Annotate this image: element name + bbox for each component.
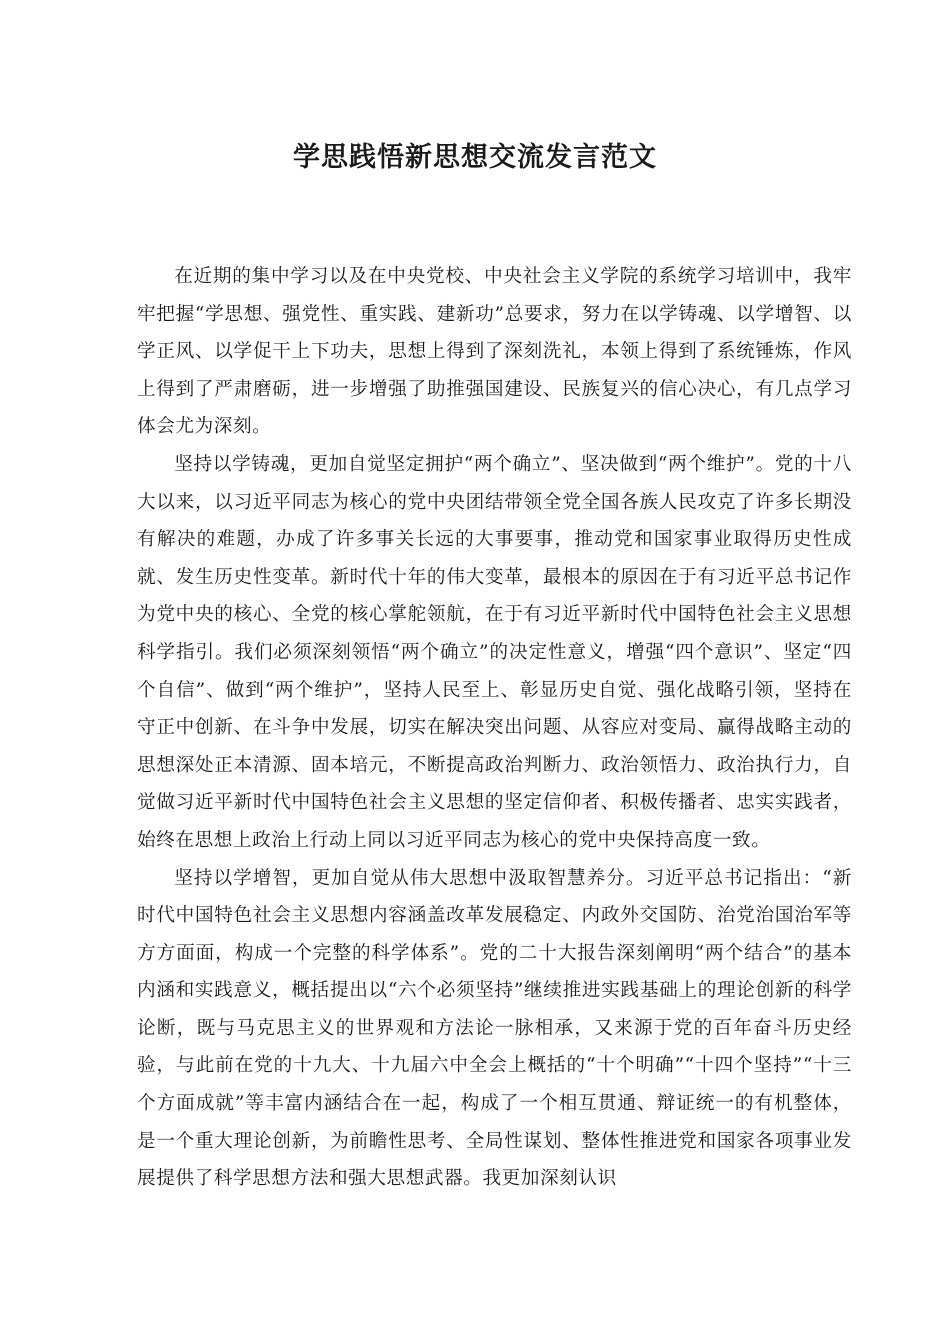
paragraph-learning-soul: 坚持以学铸魂，更加自觉坚定拥护“两个确立”、坚决做到“两个维护”。党的十八大以来，以习近平同志为核心的党中央团结带领全党全国各族人民攻克了许多长期没有解决的难题，办成了许多事关长远的大事要事，推动党和国家事业取得历史性成就、发生历史性变革。新时代十年的伟大变革，最根本的原因在于有习近平总书记作为党中央的核心、全党的核心掌舵领航，在于有习近平新时代中国特色社会主义思想科学指引。我们必须深刻领悟“两个确立”的决定性意义，增强“四个意识”、坚定“四个自信”、做到“两个维护”，坚持人民至上、彰显历史自觉、强化战略引领，坚持在守正中创新、在斗争中发展，切实在解决突出问题、从容应对变局、赢得战略主动的思想深处正本清源、固本培元，不断提高政治判断力、政治领悟力、政治执行力，自觉做习近平新时代中国特色社会主义思想的坚定信仰者、积极传播者、忠实实践者，始终在思想上政治上行动上同以习近平同志为核心的党中央保持高度一致。 (137, 453, 852, 851)
paragraph-intro: 在近期的集中学习以及在中央党校、中央社会主义学院的系统学习培训中，我牢牢把握“学思想、强党性、重实践、建新功”总要求，努力在以学铸魂、以学增智、以学正风、以学促干上下功夫，思想上得到了深刻洗礼，本领上得到了系统锤炼，作风上得到了严肃磨砺，进一步增强了助推强国建设、民族复兴的信心决心，有几点学习体会尤为深刻。 (137, 266, 852, 438)
document-title: 学思践悟新思想交流发言范文 (293, 142, 657, 173)
paragraph-learning-wisdom: 坚持以学增智，更加自觉从伟大思想中汲取智慧养分。习近平总书记指出：“新时代中国特色社会主义思想内容涵盖改革发展稳定、内政外交国防、治党治国治军等方方面面，构成一个完整的科学体系”。党的二十大报告深刻阐明“两个结合”的基本内涵和实践意义，概括提出以“六个必须坚持”继续推进实践基础上的理论创新的科学论断，既与马克思主义的世界观和方法论一脉相承，又来源于党的百年奋斗历史经验，与此前在党的十九大、十九届六中全会上概括的“十个明确”“十四个坚持”“十三个方面成就”等丰富内涵结合在一起，构成了一个相互贯通、辩证统一的有机整体，是一个重大理论创新，为前瞻性思考、全局性谋划、整体性推进党和国家各项事业发展提供了科学思想方法和强大思想武器。我更加深刻认识 (137, 867, 852, 1190)
document-body (137, 258, 852, 1198)
